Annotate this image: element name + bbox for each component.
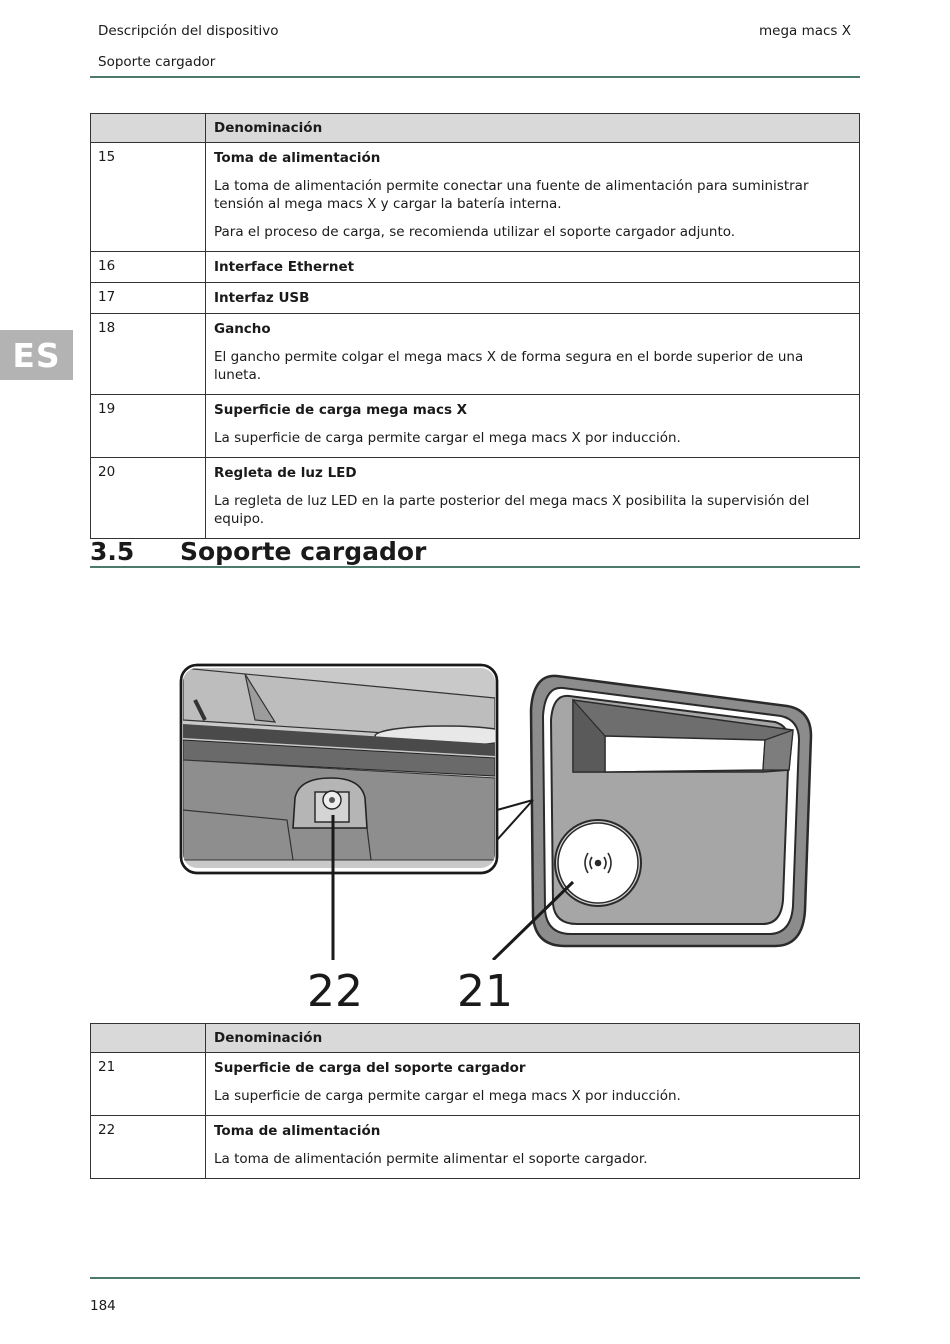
item-paragraph: La toma de alimentación permite conectar una fuente de alimentación para suministrar tensión al mega macs X y cargar la batería interna. [214, 178, 809, 212]
item-number: 22 [91, 1116, 206, 1179]
table-row [91, 458, 860, 539]
designation-column-header: Denominación [206, 114, 860, 143]
table-row [91, 252, 860, 283]
table-row [91, 314, 860, 395]
table-row [91, 283, 860, 314]
footer-rule [90, 1277, 860, 1279]
header-chapter: Descripción del dispositivo [98, 23, 279, 39]
table-header-row [91, 114, 860, 143]
charger-body [531, 676, 811, 946]
number-column-header [91, 114, 206, 143]
item-number: 18 [91, 314, 206, 395]
item-paragraph: La superficie de carga permite cargar el mega macs X por inducción. [214, 430, 681, 446]
page-number: 184 [90, 1298, 116, 1314]
item-paragraph: La superficie de carga permite cargar el mega macs X por inducción. [214, 1088, 681, 1104]
item-title: Toma de alimentación [214, 150, 381, 166]
table-header-row [91, 1024, 860, 1053]
item-number: 17 [91, 283, 206, 314]
item-description [206, 395, 860, 458]
item-number: 20 [91, 458, 206, 539]
item-title: Superficie de carga del soporte cargador [214, 1060, 526, 1076]
header-section: Soporte cargador [98, 54, 216, 70]
item-number: 21 [91, 1053, 206, 1116]
charger-illustration [175, 660, 825, 964]
callout-label-22: 22 [307, 966, 363, 1017]
item-number: 16 [91, 252, 206, 283]
section-title: Soporte cargador [180, 537, 427, 566]
item-description [206, 458, 860, 539]
item-title: Interfaz USB [214, 290, 310, 306]
item-title: Regleta de luz LED [214, 465, 357, 481]
table-row [91, 1116, 860, 1179]
components-table-1 [90, 113, 860, 539]
section-rule [90, 566, 860, 568]
item-description [206, 1116, 860, 1179]
item-paragraph: La toma de alimentación permite alimentar el soporte cargador. [214, 1151, 648, 1167]
item-paragraph: La regleta de luz LED en la parte posterior del mega macs X posibilita la supervisión del equipo. [214, 493, 810, 527]
item-title: Gancho [214, 321, 271, 337]
zoom-detail [181, 665, 515, 873]
item-description [206, 143, 860, 252]
table-row [91, 395, 860, 458]
item-paragraph: Para el proceso de carga, se recomienda utilizar el soporte cargador adjunto. [214, 224, 736, 240]
item-description [206, 314, 860, 395]
item-number: 15 [91, 143, 206, 252]
item-title: Interface Ethernet [214, 259, 355, 275]
item-description [206, 283, 860, 314]
item-number: 19 [91, 395, 206, 458]
designation-column-header: Denominación [206, 1024, 860, 1053]
header-rule [90, 76, 860, 78]
item-title: Superficie de carga mega macs X [214, 402, 468, 418]
language-tab: ES [0, 330, 73, 380]
number-column-header [91, 1024, 206, 1053]
header-product: mega macs X [758, 23, 851, 39]
item-title: Toma de alimentación [214, 1123, 381, 1139]
item-description [206, 1053, 860, 1116]
item-paragraph: El gancho permite colgar el mega macs X de forma segura en el borde superior de una luneta. [214, 349, 804, 383]
callout-label-21: 21 [457, 966, 513, 1017]
table-row [91, 143, 860, 252]
components-table-2 [90, 1023, 860, 1179]
item-description [206, 252, 860, 283]
charger-drawing [175, 660, 825, 960]
table-row [91, 1053, 860, 1116]
section-number: 3.5 [90, 537, 135, 566]
